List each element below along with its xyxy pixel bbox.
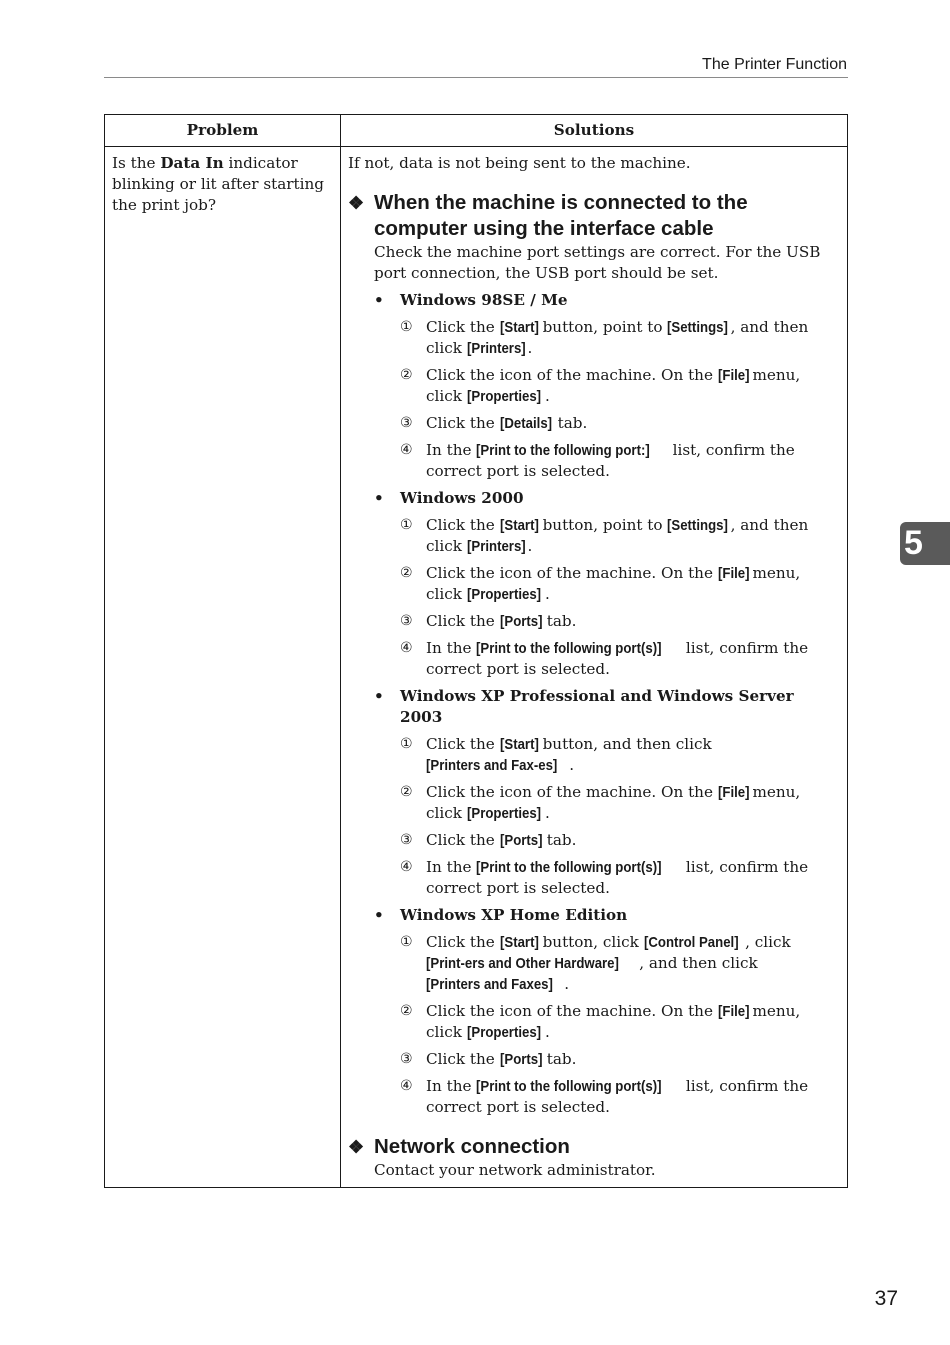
step-number-3-icon: ③ xyxy=(400,1051,413,1067)
ui-label-settings: [Settings] xyxy=(667,319,729,336)
chapter-tab: 5 xyxy=(900,522,950,565)
column-header-problem: Problem xyxy=(105,115,341,147)
step-number-2-icon: ② xyxy=(400,367,413,383)
text: menu, click xyxy=(426,1002,801,1041)
text: Click the xyxy=(426,933,500,951)
step-number-3-icon: ③ xyxy=(400,613,413,629)
step-list xyxy=(374,932,839,1118)
ui-label-start: [Start] xyxy=(499,517,539,534)
step-1 xyxy=(400,734,839,776)
text: button, and then click xyxy=(537,735,712,753)
ui-label-ports: [Ports] xyxy=(499,1051,543,1068)
step-1 xyxy=(400,317,839,359)
text: Click the xyxy=(426,1050,500,1068)
text: list, confirm the correct port is selected. xyxy=(426,441,795,480)
ui-label-ports: [Ports] xyxy=(499,832,543,849)
solution-cell xyxy=(341,147,848,1188)
ui-label-printers-and-other-hardware: [Print-ers and Other Hardware] xyxy=(426,955,619,972)
step-4 xyxy=(400,638,839,680)
section-body-text: Contact your network administrator. xyxy=(374,1161,656,1179)
os-heading xyxy=(374,488,839,509)
text: In the xyxy=(426,858,477,876)
text: . xyxy=(544,804,550,822)
text: In the xyxy=(426,441,477,459)
step-number-2-icon: ② xyxy=(400,1003,413,1019)
text: . xyxy=(569,756,575,774)
ui-label-control-panel: [Control Panel] xyxy=(643,934,739,951)
text: Click the icon of the machine. On the xyxy=(426,366,718,384)
ui-label-start: [Start] xyxy=(499,736,539,753)
ui-label-properties: [Properties] xyxy=(466,586,541,603)
os-heading xyxy=(374,905,839,926)
section-heading-network-connection xyxy=(348,1134,839,1160)
step-text xyxy=(426,1049,576,1070)
step-4 xyxy=(400,1076,839,1118)
diamond-bullet-icon: ❖ xyxy=(348,193,365,213)
text: , click xyxy=(745,933,791,951)
os-name: Windows XP Professional and Windows Server 2003 xyxy=(400,687,794,726)
ui-label-file: [File] xyxy=(717,1003,750,1020)
step-3 xyxy=(400,611,839,632)
step-2 xyxy=(400,365,839,407)
os-item-windows-2000 xyxy=(374,488,839,680)
section-title: When the machine is connected to the computer using the interface cable xyxy=(374,191,748,240)
bullet-icon: • xyxy=(374,687,384,705)
step-number-2-icon: ② xyxy=(400,784,413,800)
step-list xyxy=(374,515,839,680)
step-4 xyxy=(400,857,839,899)
solution-lead: If not, data is not being sent to the machine. xyxy=(348,154,691,172)
step-text xyxy=(426,782,839,824)
column-header-solutions: Solutions xyxy=(341,115,848,147)
section-body-interface-cable xyxy=(374,242,839,1118)
step-text xyxy=(426,638,839,680)
step-text xyxy=(426,563,839,605)
os-name: Windows XP Home Edition xyxy=(400,906,628,924)
text: list, confirm the correct port is selected. xyxy=(426,1077,809,1116)
ui-label-file: [File] xyxy=(717,784,750,801)
ui-label-ports: [Ports] xyxy=(499,613,543,630)
os-item-windows-xp-professional xyxy=(374,686,839,899)
step-text xyxy=(426,734,839,776)
step-number-4-icon: ④ xyxy=(400,859,413,875)
step-3 xyxy=(400,413,839,434)
ui-label-details: [Details] xyxy=(499,415,552,432)
step-number-3-icon: ③ xyxy=(400,832,413,848)
text: Click the xyxy=(426,831,500,849)
step-text xyxy=(426,317,839,359)
ui-label-printers: [Printers] xyxy=(466,340,526,357)
step-4 xyxy=(400,440,839,482)
os-name: Windows 98SE / Me xyxy=(400,291,568,309)
ui-label-printers-and-faxes: [Printers and Faxes] xyxy=(426,976,553,993)
step-3 xyxy=(400,1049,839,1070)
text: . xyxy=(544,387,550,405)
text: In the xyxy=(426,639,477,657)
ui-label-file: [File] xyxy=(717,367,750,384)
section-title: Network connection xyxy=(374,1135,570,1158)
header-rule xyxy=(104,77,848,78)
problem-text: Is the xyxy=(112,154,161,172)
section-intro: Check the machine port settings are correct. For the USB port connection, the USB port should be set. xyxy=(374,243,821,282)
text: . xyxy=(564,975,570,993)
os-item-windows-98se-me xyxy=(374,290,839,482)
step-2 xyxy=(400,1001,839,1043)
os-name: Windows 2000 xyxy=(400,489,524,507)
step-number-1-icon: ① xyxy=(400,319,413,335)
ui-label-properties: [Properties] xyxy=(466,805,541,822)
ui-label-print-to-ports: [Print to the following port(s)] xyxy=(476,640,662,657)
text: , and then click xyxy=(426,516,809,555)
text: tab. xyxy=(541,831,577,849)
text: Click the icon of the machine. On the xyxy=(426,1002,718,1020)
step-text xyxy=(426,932,839,995)
text: . xyxy=(527,339,533,357)
ui-label-file: [File] xyxy=(717,565,750,582)
text: Click the icon of the machine. On the xyxy=(426,783,718,801)
section-heading-interface-cable xyxy=(348,190,839,242)
text: In the xyxy=(426,1077,477,1095)
step-number-1-icon: ① xyxy=(400,736,413,752)
step-text xyxy=(426,857,839,899)
text: , and then click xyxy=(639,954,758,972)
text: menu, click xyxy=(426,783,801,822)
text: Click the xyxy=(426,414,500,432)
text: tab. xyxy=(552,414,588,432)
text: menu, click xyxy=(426,564,801,603)
step-text xyxy=(426,440,839,482)
step-list xyxy=(374,317,839,482)
ui-label-start: [Start] xyxy=(499,934,539,951)
text: , and then click xyxy=(426,318,809,357)
step-3 xyxy=(400,830,839,851)
ui-label-properties: [Properties] xyxy=(466,388,541,405)
diamond-bullet-icon: ❖ xyxy=(348,1137,365,1157)
section-body-network-connection xyxy=(374,1160,839,1181)
os-item-windows-xp-home xyxy=(374,905,839,1118)
ui-label-print-to-ports: [Print to the following port(s)] xyxy=(476,859,662,876)
step-2 xyxy=(400,563,839,605)
problem-text-rest: indicator blinking or lit after starting the print job? xyxy=(112,154,325,214)
step-number-1-icon: ① xyxy=(400,934,413,950)
table-header-row xyxy=(105,115,848,147)
step-text xyxy=(426,1001,839,1043)
step-text xyxy=(426,611,576,632)
text: button, point to xyxy=(537,318,668,336)
ui-label-printers-and-faxes: [Printers and Fax-es] xyxy=(426,757,558,774)
ui-label-print-to-port: [Print to the following port:] xyxy=(476,442,651,459)
bullet-icon: • xyxy=(374,906,384,924)
ui-label-settings: [Settings] xyxy=(667,517,729,534)
text: . xyxy=(527,537,533,555)
step-list xyxy=(374,734,839,899)
step-2 xyxy=(400,782,839,824)
text: Click the icon of the machine. On the xyxy=(426,564,718,582)
step-text xyxy=(426,413,587,434)
text: list, confirm the correct port is selected. xyxy=(426,639,809,678)
step-number-4-icon: ④ xyxy=(400,1078,413,1094)
step-1 xyxy=(400,515,839,557)
problem-cell xyxy=(105,147,341,1188)
step-number-4-icon: ④ xyxy=(400,442,413,458)
text: Click the xyxy=(426,516,500,534)
os-heading xyxy=(374,290,839,311)
text: tab. xyxy=(541,612,577,630)
ui-label-start: [Start] xyxy=(499,319,539,336)
table-row xyxy=(105,147,848,1188)
running-header-title: The Printer Function xyxy=(702,56,847,73)
text: list, confirm the correct port is selected. xyxy=(426,858,809,897)
text: Click the xyxy=(426,735,500,753)
step-text xyxy=(426,515,839,557)
step-number-4-icon: ④ xyxy=(400,640,413,656)
step-number-1-icon: ① xyxy=(400,517,413,533)
text: Click the xyxy=(426,612,500,630)
text: menu, click xyxy=(426,366,801,405)
page-number: 37 xyxy=(874,1287,898,1310)
ui-label-print-to-ports: [Print to the following port(s)] xyxy=(476,1078,662,1095)
step-number-3-icon: ③ xyxy=(400,415,413,431)
troubleshooting-table xyxy=(104,114,848,1188)
text: button, point to xyxy=(537,516,668,534)
ui-label-printers: [Printers] xyxy=(466,538,526,555)
text: button, click xyxy=(537,933,644,951)
text: Click the xyxy=(426,318,500,336)
data-in-indicator-label: Data In xyxy=(160,154,224,172)
ui-label-properties: [Properties] xyxy=(466,1024,541,1041)
step-text xyxy=(426,1076,839,1118)
bullet-icon: • xyxy=(374,291,384,309)
step-text xyxy=(426,365,839,407)
step-number-2-icon: ② xyxy=(400,565,413,581)
step-text xyxy=(426,830,576,851)
os-heading xyxy=(374,686,839,728)
bullet-icon: • xyxy=(374,489,384,507)
text: tab. xyxy=(541,1050,577,1068)
text: . xyxy=(544,1023,550,1041)
text: . xyxy=(544,585,550,603)
step-1 xyxy=(400,932,839,995)
